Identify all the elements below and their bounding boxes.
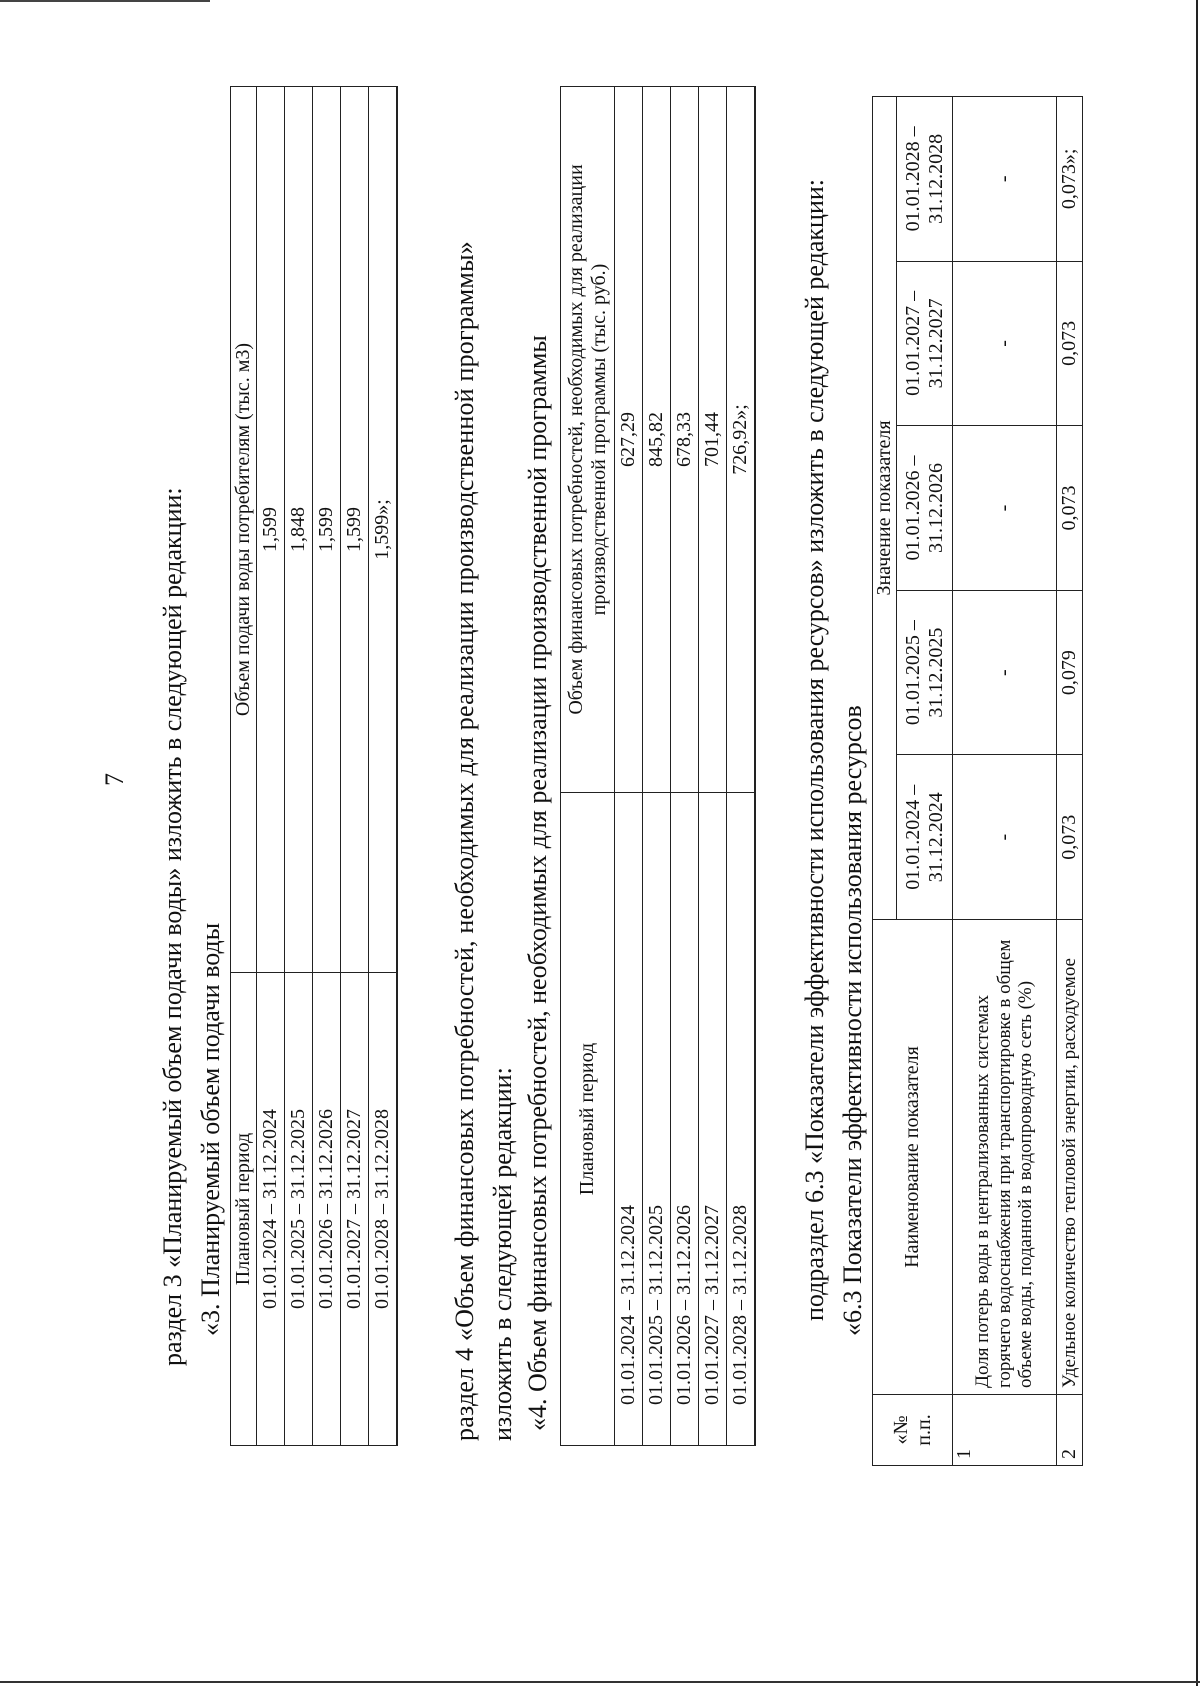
table-cell: 1,848 <box>285 87 313 973</box>
table-cell: - <box>953 426 1057 591</box>
section4-intro-line2: изложить в следующей редакции: <box>488 1067 517 1441</box>
table-header: Объем подачи воды потребителям (тыс. м3) <box>231 87 257 973</box>
table-cell: 01.01.2026 – 31.12.2026 <box>313 973 341 1446</box>
table-cell: 2 <box>1057 1395 1083 1466</box>
table-cell: - <box>953 261 1057 426</box>
table-row <box>313 87 341 1446</box>
table-cell: 01.01.2028 – 31.12.2028 <box>727 793 755 1446</box>
table-row <box>341 87 369 1446</box>
table-row <box>699 87 727 1446</box>
table-cell: Доля потерь воды в централизованных системах горячего водоснабжения при транспортировке в общем объеме воды, поданной в водопроводную сеть (%) <box>953 920 1057 1395</box>
section63-caption: «6.3 Показатели эффективности использования ресурсов <box>838 705 867 1336</box>
table-cell: 1,599 <box>313 87 341 973</box>
table-header: Наименование показателя <box>873 920 953 1395</box>
period-header: 01.01.2024 – 31.12.2024 <box>897 755 953 920</box>
table-cell: 1,599»; <box>369 87 397 973</box>
table-cell: 726,92»; <box>727 87 755 793</box>
table-header: Значение показателя <box>873 97 897 920</box>
table-cell: 0,073 <box>1057 755 1083 920</box>
page-number: 7 <box>100 773 129 786</box>
section3-intro: раздел 3 «Планируемый объем подачи воды» изложить в следующей редакции: <box>158 487 187 1366</box>
resource-efficiency-table <box>872 96 1083 1466</box>
table-cell: 01.01.2028 – 31.12.2028 <box>369 973 397 1446</box>
table-cell: - <box>953 590 1057 755</box>
period-header: 01.01.2026 – 31.12.2026 <box>897 426 953 591</box>
table-row <box>643 87 671 1446</box>
period-header: 01.01.2025 – 31.12.2025 <box>897 590 953 755</box>
table-cell: 01.01.2027 – 31.12.2027 <box>341 973 369 1446</box>
table-row <box>953 97 1057 1466</box>
table-row <box>257 87 285 1446</box>
water-supply-table <box>230 86 398 1446</box>
table-row <box>727 87 755 1446</box>
table-cell: 01.01.2025 – 31.12.2025 <box>285 973 313 1446</box>
table-cell: 01.01.2026 – 31.12.2026 <box>671 793 699 1446</box>
table-cell: 0,073»; <box>1057 97 1083 262</box>
period-header: 01.01.2028 – 31.12.2028 <box>897 97 953 262</box>
section3-caption: «3. Планируемый объем подачи воды <box>196 922 225 1336</box>
financial-needs-table <box>560 86 756 1446</box>
table-row <box>285 87 313 1446</box>
table-cell: 701,44 <box>699 87 727 793</box>
table-cell: 1,599 <box>257 87 285 973</box>
table-cell: 0,073 <box>1057 426 1083 591</box>
period-header: 01.01.2027 – 31.12.2027 <box>897 261 953 426</box>
section63-intro: подраздел 6.3 «Показатели эффективности использования ресурсов» изложить в следующей редакции: <box>800 179 829 1321</box>
table-cell: 0,079 <box>1057 590 1083 755</box>
table-cell: 01.01.2024 – 31.12.2024 <box>257 973 285 1446</box>
table-header: Объем финансовых потребностей, необходимых для реализации производственной программы (тыс. руб.) <box>561 87 615 793</box>
table-cell: 01.01.2027 – 31.12.2027 <box>699 793 727 1446</box>
table-header: Плановый период <box>561 793 615 1446</box>
table-cell: 845,82 <box>643 87 671 793</box>
table-row <box>1057 97 1083 1466</box>
table-cell: 1 <box>953 1395 1057 1466</box>
table-header: Плановый период <box>231 973 257 1446</box>
table-cell: 1,599 <box>341 87 369 973</box>
table-cell: 678,33 <box>671 87 699 793</box>
table-cell: - <box>953 755 1057 920</box>
section4-intro-line1: раздел 4 «Объем финансовых потребностей, необходимых для реализации производственной программы» <box>450 241 479 1441</box>
table-row <box>369 87 397 1446</box>
table-cell: 01.01.2025 – 31.12.2025 <box>643 793 671 1446</box>
table-cell: - <box>953 97 1057 262</box>
table-row <box>615 87 643 1446</box>
table-cell: 01.01.2024 – 31.12.2024 <box>615 793 643 1446</box>
table-row <box>671 87 699 1446</box>
section4-caption: «4. Объем финансовых потребностей, необходимых для реализации производственной программы <box>523 335 552 1431</box>
table-header: «№ п.п. <box>873 1395 953 1466</box>
table-cell: 627,29 <box>615 87 643 793</box>
table-cell: Удельное количество тепловой энергии, расходуемое <box>1057 920 1083 1395</box>
table-cell: 0,073 <box>1057 261 1083 426</box>
